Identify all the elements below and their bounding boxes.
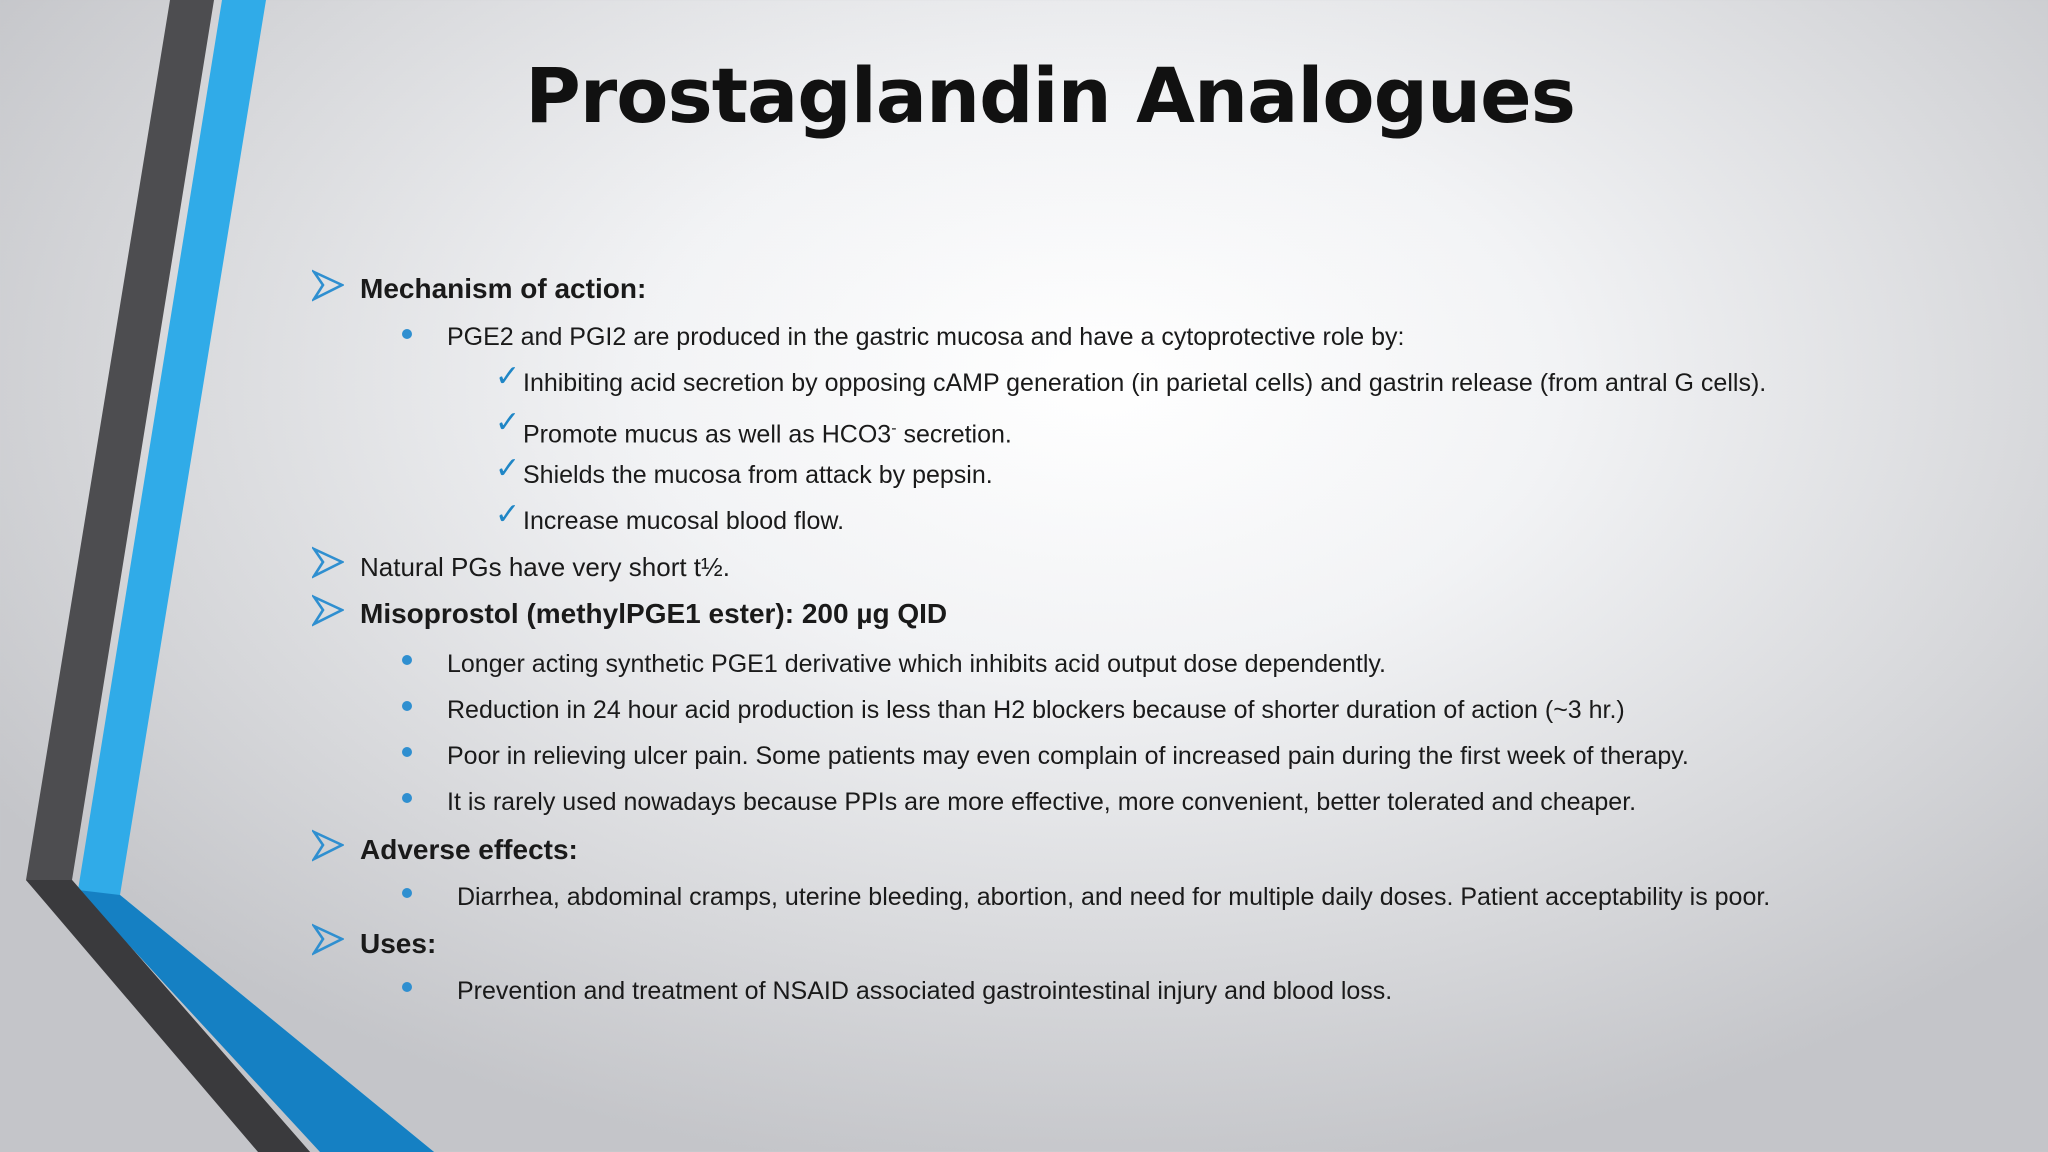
- mechanism-intro: PGE2 and PGI2 are produced in the gastric mucosa and have a cytoprotective role by:: [447, 323, 1405, 351]
- dot-icon: [402, 747, 412, 757]
- mechanism-point: Inhibiting acid secretion by opposing cAMP generation (in parietal cells) and gastrin release (from antral G cells).: [523, 369, 1767, 397]
- uses-heading: Uses:: [360, 928, 437, 959]
- arrowhead-icon: [312, 829, 344, 863]
- checkmark-icon: ✓: [495, 359, 521, 394]
- arrowhead-icon: [312, 923, 344, 957]
- hco3-superscript: -: [891, 420, 897, 437]
- dot-icon: [402, 701, 412, 711]
- arrowhead-icon: [312, 594, 344, 628]
- misoprostol-point: Reduction in 24 hour acid production is less than H2 blockers because of shorter duration of action (~3 hr.): [447, 696, 1625, 724]
- mechanism-heading: Mechanism of action:: [360, 273, 647, 304]
- checkmark-icon: ✓: [495, 451, 521, 486]
- dot-icon: [402, 655, 412, 665]
- misoprostol-heading: Misoprostol (methylPGE1 ester): 200 µg QID: [360, 598, 948, 629]
- misoprostol-point: It is rarely used nowadays because PPIs are more effective, more convenient, better tolerated and cheaper.: [447, 788, 1637, 816]
- natural-pgs-text: Natural PGs have very short t½.: [360, 552, 730, 582]
- adverse-point: Diarrhea, abdominal cramps, uterine bleeding, abortion, and need for multiple daily doses. Patient acceptability is poor.: [457, 883, 1771, 911]
- mechanism-point-hco3: [523, 412, 1012, 451]
- mechanism-point: Shields the mucosa from attack by pepsin.: [523, 461, 993, 489]
- dot-icon: [402, 888, 412, 898]
- dot-icon: [402, 329, 412, 339]
- checkmark-icon: ✓: [495, 497, 521, 532]
- uses-point: Prevention and treatment of NSAID associated gastrointestinal injury and blood loss.: [457, 977, 1393, 1005]
- dot-icon: [402, 793, 412, 803]
- misoprostol-point: Poor in relieving ulcer pain. Some patients may even complain of increased pain during the first week of therapy.: [447, 742, 1689, 770]
- arrowhead-icon: [312, 546, 344, 580]
- mechanism-point: Increase mucosal blood flow.: [523, 507, 845, 535]
- checkmark-icon: ✓: [495, 405, 521, 440]
- misoprostol-point: Longer acting synthetic PGE1 derivative which inhibits acid output dose dependently.: [447, 650, 1387, 678]
- page-title: Prostaglandin Analogues: [525, 51, 1575, 140]
- hco3-tail: secretion.: [896, 420, 1012, 449]
- arrowhead-icon: [312, 269, 344, 303]
- hco3-text: Promote mucus as well as HCO3: [523, 420, 892, 449]
- adverse-heading: Adverse effects:: [360, 834, 578, 865]
- dot-icon: [402, 982, 412, 992]
